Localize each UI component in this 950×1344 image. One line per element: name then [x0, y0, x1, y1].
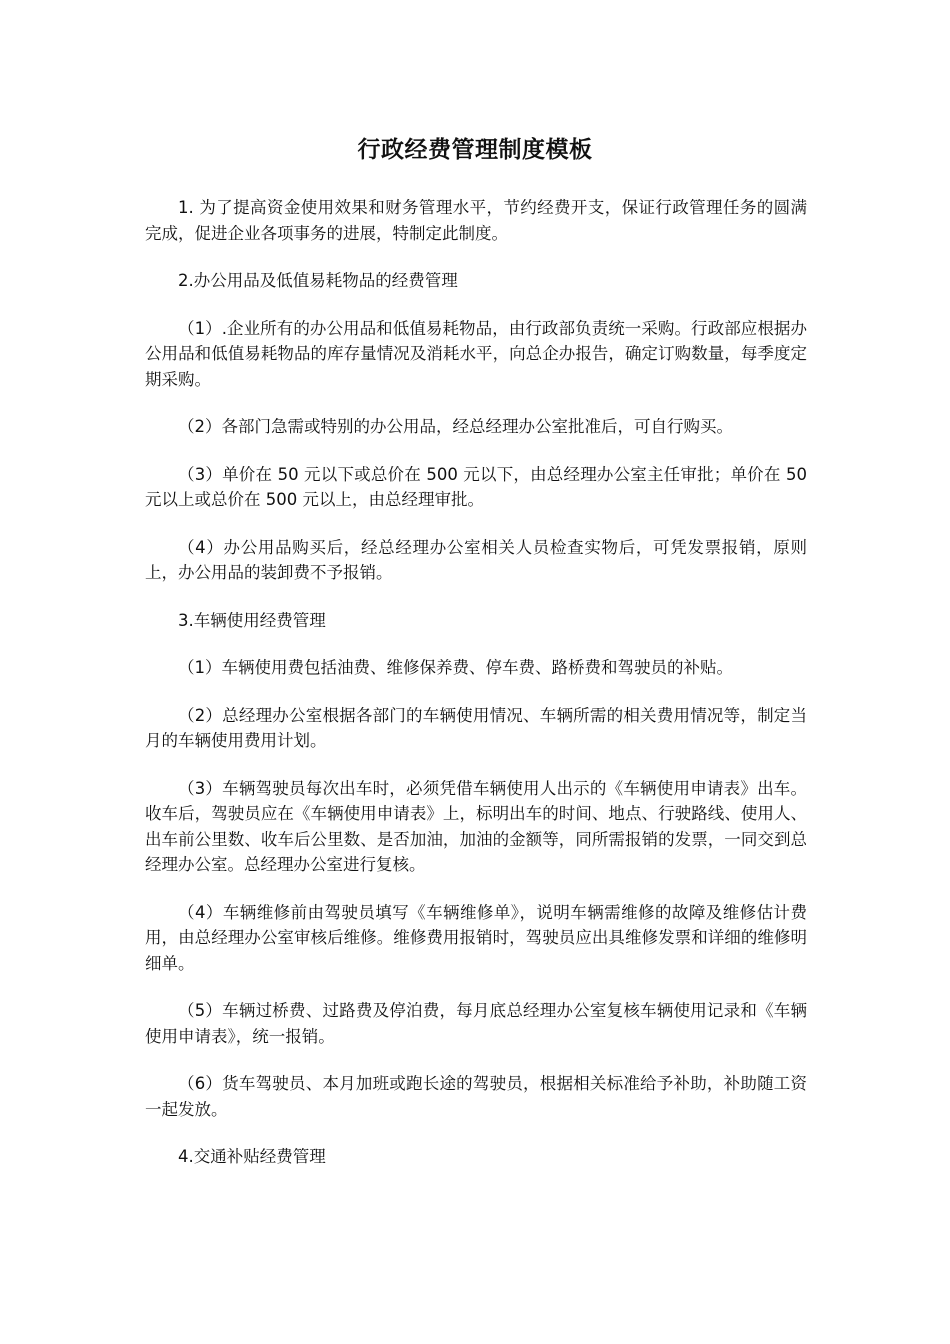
paragraph-office-supplies-3: （3）单价在 50 元以下或总价在 500 元以下，由总经理办公室主任审批；单价在 50 元以上或总价在 500 元以上，由总经理审批。 — [145, 464, 807, 509]
paragraph-office-supplies-1: （1）.企业所有的办公用品和低值易耗物品，由行政部负责统一采购。行政部应根据办公用品和低值易耗物品的库存量情况及消耗水平，向总企办报告，确定订购数量，每季度定期采购。 — [145, 318, 807, 389]
section-heading-office-supplies: 2.办公用品及低值易耗物品的经费管理 — [178, 271, 458, 290]
section-heading-transport-subsidy: 4.交通补贴经费管理 — [178, 1147, 326, 1166]
section-heading-vehicle: 3.车辆使用经费管理 — [178, 610, 326, 630]
document-title: 行政经费管理制度模板 — [357, 137, 593, 163]
paragraph-vehicle-4: （4）车辆维修前由驾驶员填写《车辆维修单》，说明车辆需维修的故障及维修估计费用，由总经理办公室审核后维修。维修费用报销时，驾驶员应出具维修发票和详细的维修明细单。 — [145, 902, 807, 973]
paragraph-vehicle-3: （3）车辆驾驶员每次出车时，必须凭借车辆使用人出示的《车辆使用申请表》出车。收车后，驾驶员应在《车辆使用申请表》上，标明出车的时间、地点、行驶路线、使用人、出车前公里数、收车后公里数、是否加油，加油的金额等，同所需报销的发票，一同交到总经理办公室。总经理办公室进行复核。 — [145, 778, 807, 874]
paragraph-vehicle-6: （6）货车驾驶员、本月加班或跑长途的驾驶员，根据相关标准给予补助，补助随工资一起发放。 — [145, 1074, 807, 1119]
paragraph-office-supplies-4: （4）办公用品购买后，经总经理办公室相关人员检查实物后，可凭发票报销，原则上，办公用品的装卸费不予报销。 — [145, 537, 807, 582]
paragraph-purpose: 1. 为了提高资金使用效果和财务管理水平，节约经费开支，保证行政管理任务的圆满完成，促进企业各项事务的进展，特制定此制度。 — [145, 198, 807, 243]
paragraph-vehicle-1: （1）车辆使用费包括油费、维修保养费、停车费、路桥费和驾驶员的补贴。 — [178, 658, 733, 677]
paragraph-vehicle-2: （2）总经理办公室根据各部门的车辆使用情况、车辆所需的相关费用情况等，制定当月的车辆使用费用计划。 — [145, 705, 807, 750]
paragraph-office-supplies-2: （2）各部门急需或特别的办公用品，经总经理办公室批准后，可自行购买。 — [178, 417, 733, 436]
document-body — [145, 195, 807, 1192]
paragraph-vehicle-5: （5）车辆过桥费、过路费及停泊费，每月底总经理办公室复核车辆使用记录和《车辆使用申请表》，统一报销。 — [145, 1001, 807, 1046]
